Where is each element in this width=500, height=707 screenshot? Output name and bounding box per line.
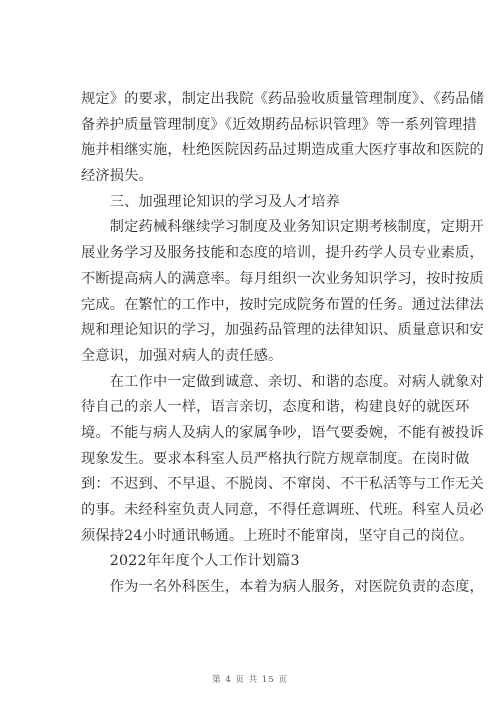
section-heading: 三、加强理论知识的学习及人才培养: [81, 193, 340, 210]
text-line: 全意识，加强对病人的责任感。: [81, 347, 283, 364]
text-line: 规和理论知识的学习，加强药品管理的法律知识、质量意识和安: [81, 322, 484, 339]
text-line: 完成。在繁忙的工作中，按时完成院务布置的任务。通过法律法: [81, 296, 484, 313]
text-line: 作为一名外科医生，本着为病人服务，对医院负责的态度，: [81, 579, 484, 596]
text-line: 制定药械科继续学习制度及业务知识定期考核制度，定期开: [81, 219, 484, 236]
text-line: 待自己的亲人一样，语言亲切，态度和谐，构建良好的就医环: [81, 399, 470, 416]
text-line: 规定》的要求，制定出我院《药品验收质量管理制度》、《药品储: [81, 91, 485, 107]
text-line: 须保持24小时通讯畅通。上班时不能窜岗，坚守自己的岗位。: [81, 527, 474, 544]
text-line: 在工作中一定做到诚意、亲切、和谐的态度。对病人就象对: [81, 373, 484, 390]
text-line: 现象发生。要求本科室人员严格执行院方规章制度。在岗时做: [81, 450, 470, 467]
text-line: 展业务学习及服务技能和态度的培训，提升药学人员专业素质，: [81, 245, 484, 262]
section-heading: 2022年年度个人工作计划篇3: [81, 553, 300, 570]
text-line: 境。不能与病人及病人的家属争吵，语气要委婉，不能有被投诉: [81, 424, 484, 441]
text-line: 备养护质量管理制度》《近效期药品标识管理》等一系列管理措: [81, 116, 477, 133]
text-line: 不断提高病人的满意率。每月组织一次业务知识学习，按时按质: [81, 270, 484, 287]
page-footer: 第 4 页 共 15 页: [212, 675, 288, 685]
text-line: 经济损失。: [81, 168, 153, 185]
document-body: [81, 87, 485, 601]
text-line: 施并相继实施，杜绝医院因药品过期造成重大医疗事故和医院的: [81, 142, 484, 159]
text-line: 的事。未经科室负责人同意，不得任意调班、代班。科室人员必: [81, 502, 484, 518]
text-line: 到：不迟到、不早退、不脱岗、不窜岗、不干私活等与工作无关: [81, 476, 484, 493]
